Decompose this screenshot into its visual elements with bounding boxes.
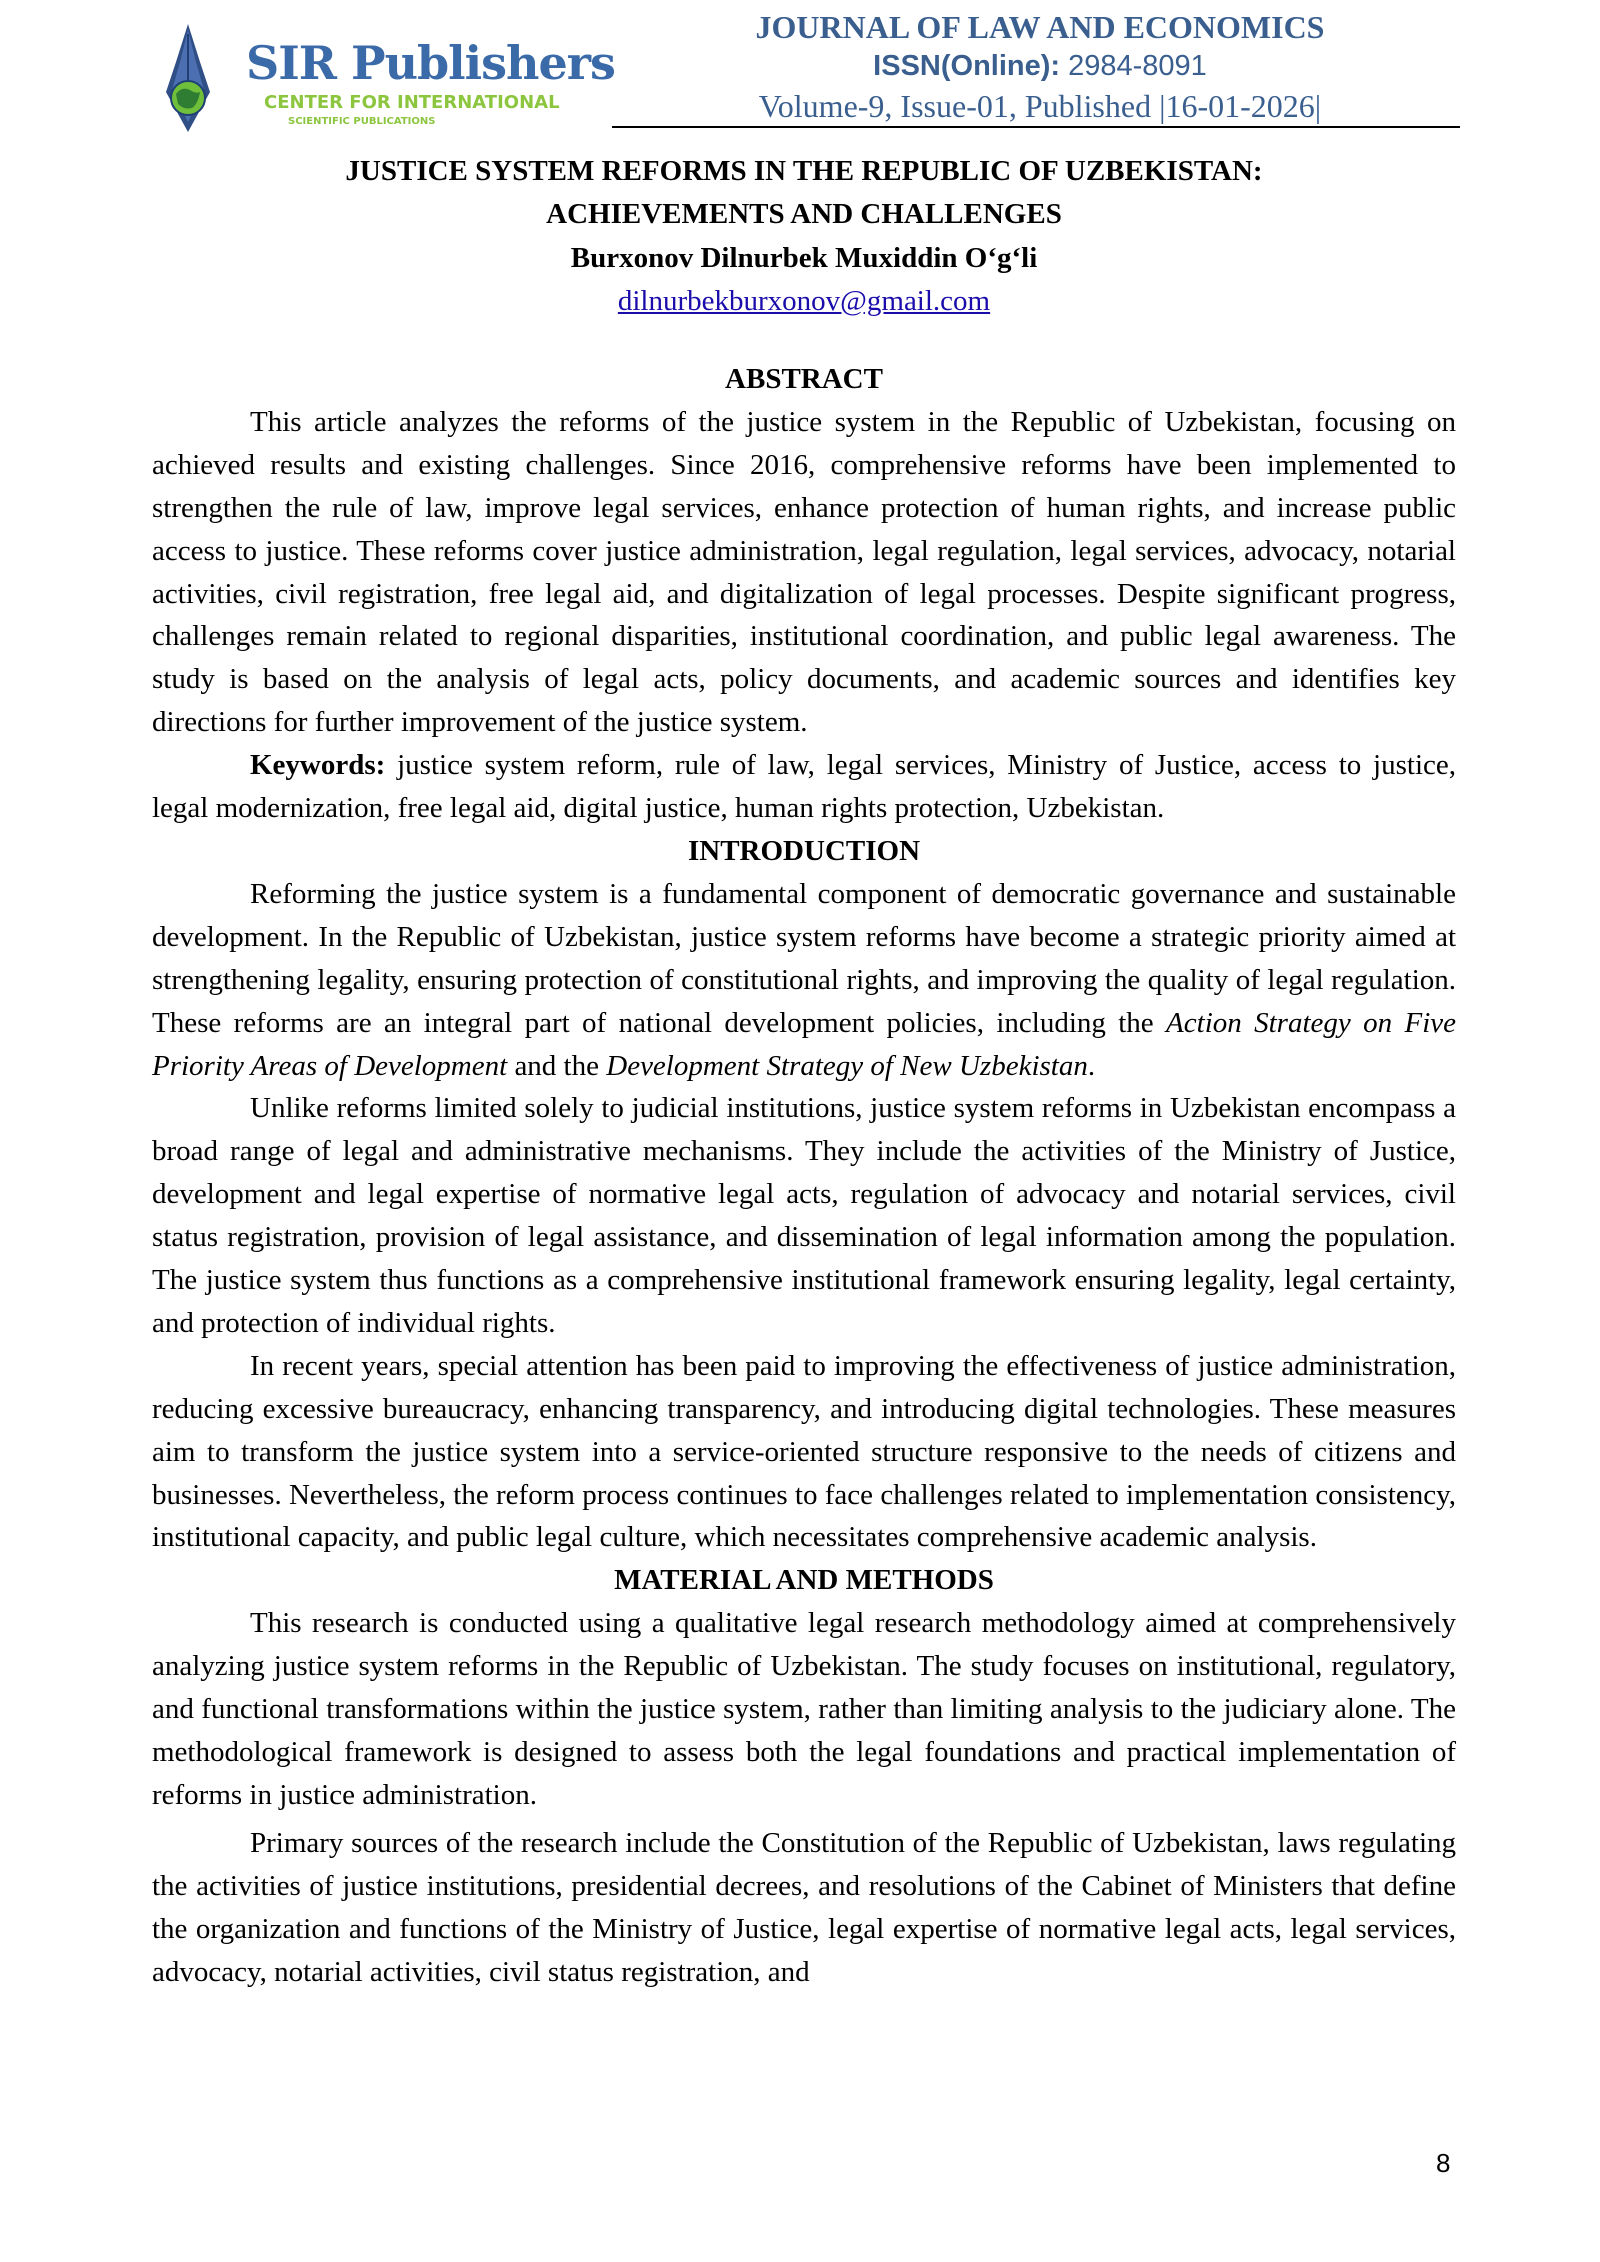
article-body (152, 358, 1456, 1993)
methods-paragraph-2: Primary sources of the research include the Constitution of the Republic of Uzbekistan, laws regulating the activities of justice institutions, presidential decrees, and resolutions of the Cabinet of Ministers that define the organization and functions of the Ministry of Justice, legal expertise of normative legal acts, legal services, advocacy, notarial activities, civil status registration, and (152, 1826, 1456, 1988)
article-title-block (152, 150, 1456, 322)
keywords (152, 744, 1456, 830)
introduction-paragraph-3: In recent years, special attention has been paid to improving the effectiveness of justice administration, reducing excessive bureaucracy, enhancing transparency, and introducing digital technologies. These measures aim to transform the justice system into a service-oriented structure responsive to the needs of citizens and businesses. Nevertheless, the reform process continues to face challenges related to implementation consistency, institutional capacity, and public legal culture, which necessitates comprehensive academic analysis. (152, 1349, 1456, 1554)
publisher-logo (152, 22, 615, 134)
issn-value: 2984-8091 (1060, 50, 1207, 82)
intro-p1-italic-b: Development Strategy of New Uzbekistan (606, 1049, 1088, 1082)
article-title-line1: JUSTICE SYSTEM REFORMS IN THE REPUBLIC OF UZBEKISTAN: (345, 155, 1263, 187)
journal-issn (620, 46, 1460, 86)
introduction-heading: INTRODUCTION (687, 834, 921, 867)
methods-paragraph-1: This research is conducted using a qualitative legal research methodology aimed at comprehensively analyzing justice system reforms in the Republic of Uzbekistan. The study focuses on institutional, regulatory, and functional transformations within the justice system, rather than limiting analysis to the judiciary alone. The methodological framework is designed to assess both the legal foundations and practical implementation of reforms in justice administration. (152, 1607, 1456, 1811)
journal-header (620, 8, 1460, 126)
intro-p1-text-c: . (1087, 1049, 1096, 1082)
intro-p1-italic-a: Action Strategy on Five Priority Areas of Development (152, 1006, 1457, 1082)
keywords-label: Keywords: (250, 749, 386, 782)
intro-p1-text-a: Reforming the justice system is a fundamental component of democratic governance and sustainable development. In the Republic of Uzbekistan, justice system reforms have become a strategic priority aimed at strengthening legality, ensuring protection of constitutional rights, and improving the quality of legal regulation. These reforms are an integral part of national development policies, including the (152, 877, 1456, 1039)
keywords-text: justice system reform, rule of law, legal services, Ministry of Justice, access to justice, legal modernization, free legal aid, digital justice, human rights protection, Uzbekistan. (152, 749, 1456, 825)
abstract-heading: ABSTRACT (725, 363, 883, 395)
intro-p1-text-b: and the (507, 1049, 607, 1082)
header-divider (612, 126, 1460, 128)
abstract-text: This article analyzes the reforms of the justice system in the Republic of Uzbekistan, focusing on achieved results and existing challenges. Since 2016, comprehensive reforms have been implemented to strengthen the rule of law, improve legal services, enhance protection of human rights, and increase public access to justice. These reforms cover justice administration, legal regulation, legal services, advocacy, notarial activities, civil registration, free legal aid, and digitalization of legal processes. Despite significant progress, challenges remain related to regional disparities, institutional coordination, and public legal awareness. The study is based on the analysis of legal acts, policy documents, and academic sources and identifies key directions for further improvement of the justice system. (152, 405, 1456, 739)
journal-volume: Volume-9, Issue-01, Published |16-01-2026| (758, 88, 1322, 124)
logo-name: SIR Publishers (246, 36, 615, 90)
logo-subtitle-line2: SCIENTIFIC PUBLICATIONS (288, 116, 436, 127)
logo-subtitle-line1: CENTER FOR INTERNATIONAL (264, 92, 560, 113)
introduction-paragraph-2: Unlike reforms limited solely to judicial institutions, justice system reforms in Uzbekistan encompass a broad range of legal and administrative mechanisms. They include the activities of the Ministry of Justice, development and legal expertise of normative legal acts, regulation of advocacy and notarial services, civil status registration, provision of legal assistance, and dissemination of legal information among the population. The justice system thus functions as a comprehensive institutional framework ensuring legality, legal certainty, and protection of individual rights. (152, 1092, 1456, 1339)
quill-globe-icon (152, 22, 224, 134)
introduction-paragraph-1 (152, 873, 1456, 1088)
author-email-link[interactable]: dilnurbekburxonov@gmail.com (617, 285, 991, 317)
author-name: Burxonov Dilnurbek Muxiddin O‘g‘li (570, 242, 1038, 274)
article-title-line2: ACHIEVEMENTS AND CHALLENGES (546, 198, 1062, 230)
methods-heading: MATERIAL AND METHODS (614, 1564, 994, 1597)
journal-title: JOURNAL OF LAW AND ECONOMICS (755, 9, 1325, 45)
page-number: 8 (1436, 2148, 1451, 2178)
issn-label: ISSN(Online): (873, 50, 1061, 82)
